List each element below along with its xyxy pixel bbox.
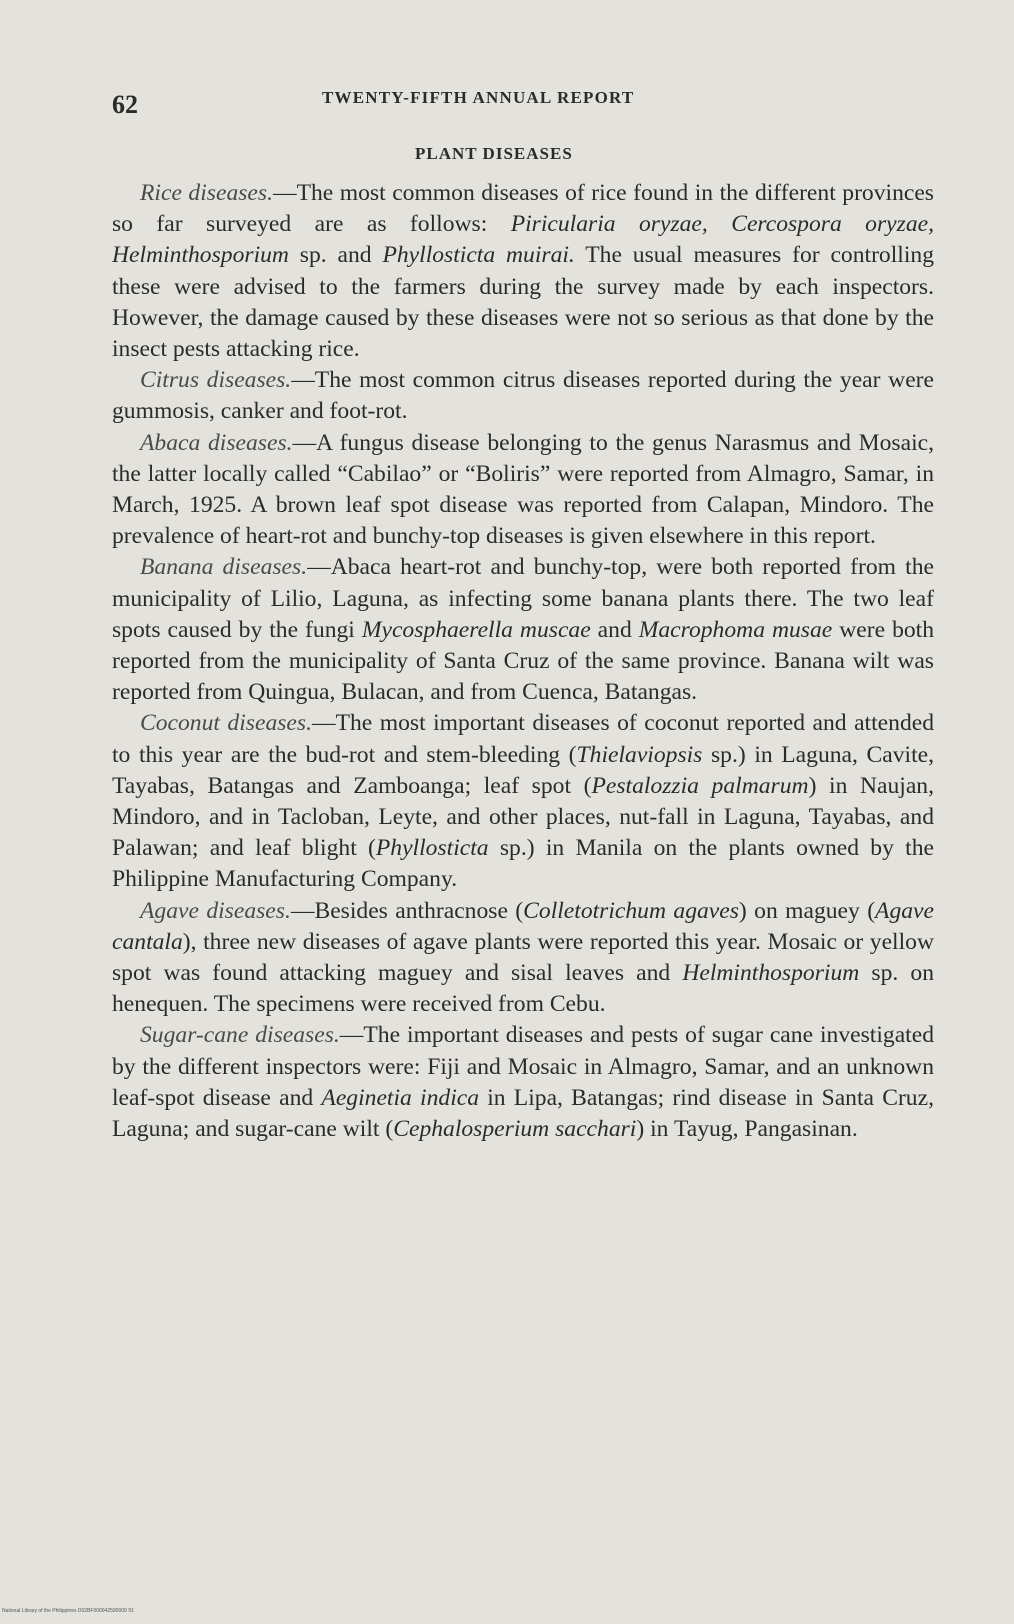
text-segment: —The important diseases and pests of sugar cane investigated by the different inspectors were: Fiji and Mosaic in Almagro, Samar, and an unknown leaf-spot disease and xyxy=(112,1022,934,1111)
text-segment: and xyxy=(590,616,639,643)
scientific-name: Helminthosporium xyxy=(682,960,860,987)
text-segment: The usual measures for controlling these were advised to the farmers during the survey made by each inspectors. However, the damage caused by these diseases were not so serious as that done by the insect pests attacking rice. xyxy=(112,242,934,363)
page-number: 62 xyxy=(112,90,138,119)
text-segment: —Abaca heart-rot and bunchy-top, were both reported from the municipality of Lilio, Laguna, as infecting some banana plants there. The two leaf spots caused by the fungi xyxy=(112,554,934,643)
scientific-name: Thielaviopsis xyxy=(576,741,703,768)
paragraph xyxy=(112,178,934,365)
scientific-name: Mycosphaerella muscae xyxy=(361,616,591,643)
text-segment: sp. and xyxy=(288,242,383,269)
text-segment: —Besides anthracnose ( xyxy=(290,897,524,924)
text-segment: ) in Tayug, Pangasinan. xyxy=(636,1116,858,1143)
paragraph-heading: Agave diseases. xyxy=(140,897,291,924)
scientific-name: Phyllosticta muirai. xyxy=(382,242,575,269)
text-segment: —A fungus disease belonging to the genus Narasmus and Mosaic, the latter locally called “Cabilao” or “Boliris” were reported from Almagro, Samar, in March, 1925. A brown leaf spot disease was reported from Calapan, Mindoro. The prevalence of heart-rot and bunchy-top diseases is given elsewhere in this report. xyxy=(112,429,934,550)
body-text xyxy=(112,178,934,1145)
paragraph-heading: Coconut diseases. xyxy=(140,710,312,737)
paragraph-heading: Banana diseases. xyxy=(140,554,308,581)
running-head: TWENTY-FIFTH ANNUAL REPORT xyxy=(322,88,635,107)
paragraph-heading: Abaca diseases. xyxy=(140,429,293,456)
paragraph xyxy=(112,428,934,553)
text-segment: ), three new diseases of agave plants were reported this year. Mosaic or yellow spot was found attacking maguey and sisal leaves and xyxy=(112,928,934,987)
paragraph xyxy=(112,708,934,895)
scientific-name: Phyllosticta xyxy=(375,835,489,862)
paragraph xyxy=(112,365,934,427)
text-segment: were both reported from the municipality of Santa Cruz of the same province. Banana wilt was reported from Quingua, Bulacan, and from Cuenca, Batangas. xyxy=(112,616,935,706)
text-segment: —The most important diseases of coconut reported and attended to this year are the bud-rot and stem-bleeding ( xyxy=(112,710,935,768)
paragraph xyxy=(112,552,934,708)
footer-note: National Library of the Philippines D02BF000042590009 91 xyxy=(2,1608,134,1614)
paragraph-heading: Citrus diseases. xyxy=(140,367,292,394)
text-segment: sp.) in Manila on the plants owned by the Philippine Manufacturing Company. xyxy=(112,835,934,893)
text-segment: ) in Naujan, Mindoro, and in Tacloban, Leyte, and other places, nut-fall in Laguna, Tayabas, and Palawan; and leaf blight ( xyxy=(112,772,934,862)
paragraph-heading: Rice diseases. xyxy=(140,180,273,206)
scientific-name: Colletotrichum agaves xyxy=(523,897,739,924)
scientific-name: Agave cantala xyxy=(112,897,934,955)
scientific-name: Pestalozzia palmarum xyxy=(591,772,809,799)
text-segment: in Lipa, Batangas; rind disease in Santa Cruz, Laguna; and sugar-cane wilt ( xyxy=(112,1084,934,1143)
text-segment: ) on maguey ( xyxy=(738,897,876,924)
scientific-name: Cephalosperium sacchari xyxy=(393,1116,637,1143)
text-segment: —The most common diseases of rice found in the different provinces so far surveyed are as follows: xyxy=(112,180,934,238)
scientific-name: Macrophoma musae xyxy=(638,616,833,643)
text-segment: sp.) in Laguna, Cavite, Tayabas, Batangas and Zamboanga; leaf spot ( xyxy=(112,741,935,799)
paragraph xyxy=(112,1020,934,1145)
scientific-name: Piricularia oryzae, Cercospora oryzae, Helminthosporium xyxy=(112,211,934,269)
text-segment: —The most common citrus diseases reported during the year were gummosis, canker and foot-rot. xyxy=(112,367,934,425)
paragraph xyxy=(112,896,934,1021)
section-title: PLANT DISEASES xyxy=(415,144,573,163)
paragraph-heading: Sugar-cane diseases. xyxy=(140,1022,340,1049)
text-segment: sp. on henequen. The specimens were received from Cebu. xyxy=(112,960,934,1018)
scientific-name: Aeginetia indica xyxy=(321,1084,480,1111)
